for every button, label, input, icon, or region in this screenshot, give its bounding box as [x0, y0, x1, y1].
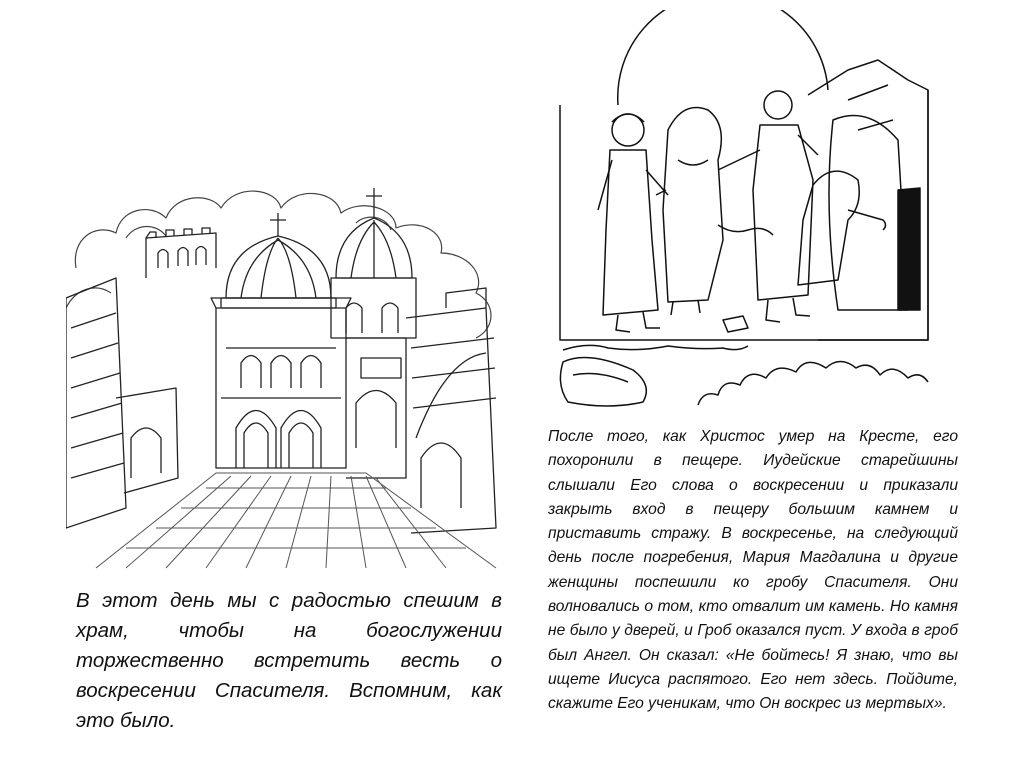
tomb-rocks [808, 60, 928, 340]
sun-circle [618, 10, 828, 105]
stone [560, 358, 646, 407]
figure-man-turban [598, 114, 668, 332]
left-caption: В этот день мы с радостью спешим в храм, чтобы на богослужении торжественно встретить весть о воскресении Спасителя. Вспомним, как это было. [76, 589, 502, 732]
courtyard [96, 473, 496, 568]
resurrection-illustration [548, 10, 938, 410]
facade [211, 298, 351, 468]
main-dome [221, 213, 336, 308]
right-caption: После того, как Христос умер на Кресте, его похоронили в пещере. Иудейские старейшины слышали Его слова о воскресении и приказали закрыть вход в пещеру большим камнем и приставить стражу. В воскресенье, на следующий день после погребения, Мария Магдалина и другие женщины поспешили ко гробу Спасителя. Они волновались о том, кто отвалит им камень. Но камня не было у дверей, и Гроб оказался пуст. У входа в гроб был Ангел. Он сказал: «Не бойтесь! Я знаю, что вы ищете Иисуса распятого. Его нет здесь. Пойдите, скажите Его ученикам, что Он воскрес из мертвых». [548, 428, 958, 713]
figure-standing-man [718, 91, 818, 322]
church-illustration [66, 8, 506, 578]
figure-woman [656, 108, 723, 316]
bushes [698, 362, 928, 406]
